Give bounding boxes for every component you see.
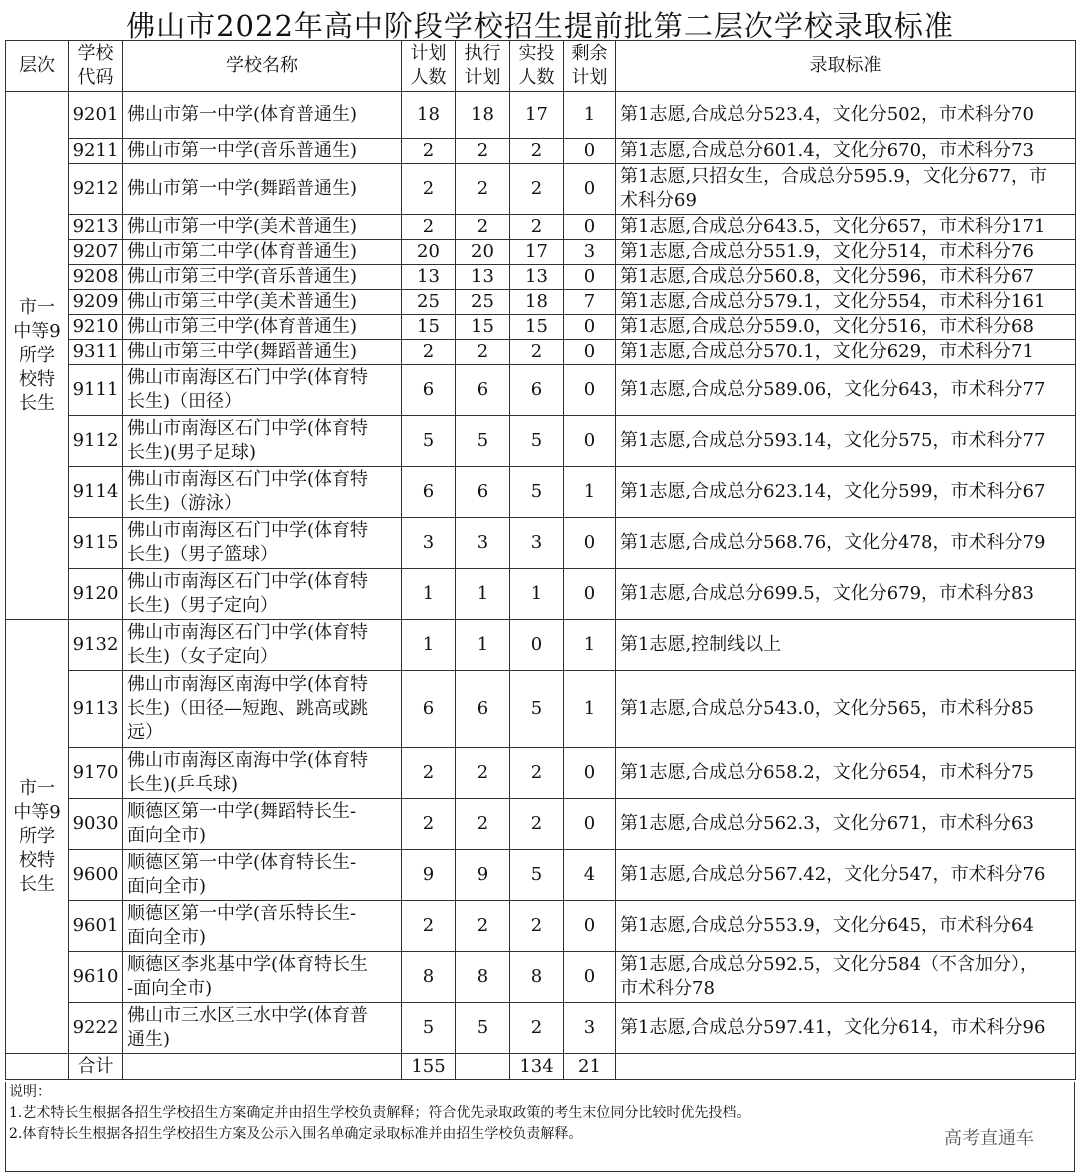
- table-row: [6, 416, 1076, 467]
- actual-count: 5: [510, 416, 564, 467]
- table-row: [6, 290, 1076, 315]
- plan-count: 6: [402, 365, 456, 416]
- criteria: 第1志愿,合成总分623.14，文化分599，市术科分67: [616, 467, 1076, 518]
- table-row: [6, 164, 1076, 215]
- actual-count: 5: [510, 467, 564, 518]
- actual-count: 8: [510, 952, 564, 1003]
- criteria: 第1志愿,合成总分597.41，文化分614，市术科分96: [616, 1003, 1076, 1054]
- school-name: 佛山市三水区三水中学(体育普 通生): [123, 1003, 402, 1054]
- school-name: 佛山市第三中学(音乐普通生): [123, 265, 402, 290]
- total-plan: 155: [402, 1054, 456, 1080]
- table-row: [6, 265, 1076, 290]
- school-code: 9201: [69, 92, 123, 139]
- remain-count: 0: [564, 315, 616, 340]
- actual-count: 2: [510, 1003, 564, 1054]
- exec-count: 6: [456, 671, 510, 748]
- school-code: 9600: [69, 850, 123, 901]
- school-code: 9222: [69, 1003, 123, 1054]
- table-row: [6, 215, 1076, 240]
- table-row: [6, 850, 1076, 901]
- watermark: 高考直通车: [944, 1128, 1034, 1149]
- plan-count: 2: [402, 748, 456, 799]
- criteria: 第1志愿,合成总分559.0，文化分516，市术科分68: [616, 315, 1076, 340]
- remain-count: 0: [564, 365, 616, 416]
- header-code: 学校 代码: [69, 41, 123, 92]
- exec-count: 2: [456, 139, 510, 164]
- table-row: [6, 92, 1076, 139]
- criteria: 第1志愿,合成总分568.76，文化分478，市术科分79: [616, 518, 1076, 569]
- plan-count: 8: [402, 952, 456, 1003]
- admission-table: [5, 40, 1076, 1080]
- criteria: 第1志愿,合成总分553.9，文化分645，市术科分64: [616, 901, 1076, 952]
- actual-count: 2: [510, 139, 564, 164]
- total-remain: 21: [564, 1054, 616, 1080]
- criteria: 第1志愿,合成总分658.2，文化分654，市术科分75: [616, 748, 1076, 799]
- school-code: 9115: [69, 518, 123, 569]
- notes-section: [5, 1082, 1075, 1172]
- exec-count: 2: [456, 799, 510, 850]
- actual-count: 5: [510, 671, 564, 748]
- level-cell: 市一 中等9 所学 校特 长生: [6, 620, 69, 1054]
- remain-count: 0: [564, 748, 616, 799]
- actual-count: 17: [510, 240, 564, 265]
- header-exec: 执行 计划: [456, 41, 510, 92]
- table-row: [6, 139, 1076, 164]
- school-name: 佛山市第三中学(美术普通生): [123, 290, 402, 315]
- actual-count: 15: [510, 315, 564, 340]
- school-code: 9170: [69, 748, 123, 799]
- school-code: 9208: [69, 265, 123, 290]
- exec-count: 25: [456, 290, 510, 315]
- plan-count: 18: [402, 92, 456, 139]
- total-actual: 134: [510, 1054, 564, 1080]
- exec-count: 5: [456, 416, 510, 467]
- table-row: [6, 901, 1076, 952]
- criteria: 第1志愿,控制线以上: [616, 620, 1076, 671]
- table-row: [6, 365, 1076, 416]
- actual-count: 18: [510, 290, 564, 315]
- remain-count: 0: [564, 139, 616, 164]
- plan-count: 2: [402, 799, 456, 850]
- actual-count: 6: [510, 365, 564, 416]
- school-name: 佛山市第三中学(舞蹈普通生): [123, 340, 402, 365]
- exec-count: 18: [456, 92, 510, 139]
- remain-count: 0: [564, 569, 616, 620]
- remain-count: 7: [564, 290, 616, 315]
- exec-count: 20: [456, 240, 510, 265]
- actual-count: 0: [510, 620, 564, 671]
- school-name: 佛山市南海区石门中学(体育特 长生)(男子足球): [123, 416, 402, 467]
- remain-count: 0: [564, 265, 616, 290]
- plan-count: 6: [402, 467, 456, 518]
- school-code: 9211: [69, 139, 123, 164]
- actual-count: 2: [510, 748, 564, 799]
- table-row: [6, 467, 1076, 518]
- actual-count: 5: [510, 850, 564, 901]
- exec-count: 1: [456, 569, 510, 620]
- header-actual: 实投 人数: [510, 41, 564, 92]
- exec-count: 6: [456, 467, 510, 518]
- criteria: 第1志愿,合成总分699.5，文化分679，市术科分83: [616, 569, 1076, 620]
- exec-count: 8: [456, 952, 510, 1003]
- total-criteria: [616, 1054, 1076, 1080]
- table-row: [6, 240, 1076, 265]
- table-row: [6, 748, 1076, 799]
- criteria: 第1志愿,合成总分570.1，文化分629，市术科分71: [616, 340, 1076, 365]
- exec-count: 2: [456, 215, 510, 240]
- level-cell: 市一 中等9 所学 校特 长生: [6, 92, 69, 620]
- plan-count: 25: [402, 290, 456, 315]
- remain-count: 0: [564, 901, 616, 952]
- school-name: 佛山市第一中学(音乐普通生): [123, 139, 402, 164]
- school-code: 9111: [69, 365, 123, 416]
- plan-count: 2: [402, 139, 456, 164]
- school-code: 9311: [69, 340, 123, 365]
- school-name: 佛山市第一中学(体育普通生): [123, 92, 402, 139]
- actual-count: 2: [510, 340, 564, 365]
- school-code: 9213: [69, 215, 123, 240]
- school-name: 佛山市第一中学(舞蹈普通生): [123, 164, 402, 215]
- remain-count: 3: [564, 1003, 616, 1054]
- total-exec: [456, 1054, 510, 1080]
- remain-count: 0: [564, 215, 616, 240]
- exec-count: 2: [456, 901, 510, 952]
- plan-count: 20: [402, 240, 456, 265]
- school-code: 9030: [69, 799, 123, 850]
- school-name: 佛山市南海区石门中学(体育特 长生)（男子篮球）: [123, 518, 402, 569]
- criteria: 第1志愿,合成总分593.14，文化分575，市术科分77: [616, 416, 1076, 467]
- criteria: 第1志愿,合成总分643.5，文化分657，市术科分171: [616, 215, 1076, 240]
- actual-count: 13: [510, 265, 564, 290]
- table-row: [6, 620, 1076, 671]
- header-criteria: 录取标准: [616, 41, 1076, 92]
- criteria: 第1志愿,合成总分543.0，文化分565，市术科分85: [616, 671, 1076, 748]
- school-name: 佛山市南海区南海中学(体育特 长生)（田径—短跑、跳高或跳 远）: [123, 671, 402, 748]
- exec-count: 2: [456, 164, 510, 215]
- exec-count: 5: [456, 1003, 510, 1054]
- school-code: 9601: [69, 901, 123, 952]
- remain-count: 0: [564, 518, 616, 569]
- exec-count: 13: [456, 265, 510, 290]
- school-code: 9610: [69, 952, 123, 1003]
- school-name: 佛山市第一中学(美术普通生): [123, 215, 402, 240]
- actual-count: 1: [510, 569, 564, 620]
- remain-count: 3: [564, 240, 616, 265]
- school-name: 顺德区第一中学(舞蹈特长生- 面向全市): [123, 799, 402, 850]
- remain-count: 0: [564, 164, 616, 215]
- criteria: 第1志愿,合成总分560.8，文化分596，市术科分67: [616, 265, 1076, 290]
- remain-count: 1: [564, 467, 616, 518]
- table-row: [6, 671, 1076, 748]
- exec-count: 2: [456, 340, 510, 365]
- plan-count: 6: [402, 671, 456, 748]
- plan-count: 3: [402, 518, 456, 569]
- school-name: 佛山市第三中学(体育普通生): [123, 315, 402, 340]
- remain-count: 1: [564, 92, 616, 139]
- exec-count: 3: [456, 518, 510, 569]
- header-remain: 剩余 计划: [564, 41, 616, 92]
- school-name: 佛山市南海区石门中学(体育特 长生)（女子定向）: [123, 620, 402, 671]
- actual-count: 2: [510, 164, 564, 215]
- school-name: 佛山市第二中学(体育普通生): [123, 240, 402, 265]
- header-row: [6, 41, 1076, 92]
- total-name: [123, 1054, 402, 1080]
- school-code: 9209: [69, 290, 123, 315]
- plan-count: 5: [402, 416, 456, 467]
- page-title: 佛山市2022年高中阶段学校招生提前批第二层次学校录取标准: [126, 9, 954, 43]
- criteria: 第1志愿,合成总分601.4，文化分670，市术科分73: [616, 139, 1076, 164]
- remain-count: 1: [564, 671, 616, 748]
- remain-count: 1: [564, 620, 616, 671]
- notes-line-2: 2.体育特长生根据各招生学校招生方案及公示入围名单确定录取标准并由招生学校负责解释。: [9, 1126, 583, 1142]
- criteria: 第1志愿,合成总分523.4，文化分502，市术科分70: [616, 92, 1076, 139]
- school-name: 顺德区李兆基中学(体育特长生 -面向全市): [123, 952, 402, 1003]
- criteria: 第1志愿,合成总分589.06，文化分643，市术科分77: [616, 365, 1076, 416]
- plan-count: 2: [402, 164, 456, 215]
- plan-count: 1: [402, 620, 456, 671]
- header-name: 学校名称: [123, 41, 402, 92]
- plan-count: 9: [402, 850, 456, 901]
- header-level: 层次: [6, 41, 69, 92]
- plan-count: 2: [402, 340, 456, 365]
- criteria: 第1志愿,合成总分562.3，文化分671，市术科分63: [616, 799, 1076, 850]
- school-name: 佛山市南海区石门中学(体育特 长生)（游泳）: [123, 467, 402, 518]
- plan-count: 1: [402, 569, 456, 620]
- school-code: 9210: [69, 315, 123, 340]
- table-row: [6, 340, 1076, 365]
- notes-heading: 说明：: [9, 1084, 51, 1100]
- plan-count: 15: [402, 315, 456, 340]
- exec-count: 9: [456, 850, 510, 901]
- table-row: [6, 799, 1076, 850]
- table-row: [6, 569, 1076, 620]
- school-code: 9114: [69, 467, 123, 518]
- plan-count: 13: [402, 265, 456, 290]
- school-name: 顺德区第一中学(体育特长生- 面向全市): [123, 850, 402, 901]
- notes-line-1: 1.艺术特长生根据各招生学校招生方案确定并由招生学校负责解释；符合优先录取政策的考生末位同分比较时优先投档。: [9, 1105, 751, 1121]
- criteria: 第1志愿,合成总分551.9，文化分514，市术科分76: [616, 240, 1076, 265]
- table-row: [6, 952, 1076, 1003]
- total-level: [6, 1054, 69, 1080]
- remain-count: 0: [564, 799, 616, 850]
- remain-count: 0: [564, 952, 616, 1003]
- school-name: 佛山市南海区石门中学(体育特 长生)（男子定向）: [123, 569, 402, 620]
- school-name: 顺德区第一中学(音乐特长生- 面向全市): [123, 901, 402, 952]
- school-code: 9113: [69, 671, 123, 748]
- exec-count: 15: [456, 315, 510, 340]
- plan-count: 2: [402, 215, 456, 240]
- table-row: [6, 315, 1076, 340]
- school-name: 佛山市南海区南海中学(体育特 长生)(乒乓球): [123, 748, 402, 799]
- school-code: 9132: [69, 620, 123, 671]
- plan-count: 5: [402, 1003, 456, 1054]
- criteria: 第1志愿,合成总分592.5，文化分584（不含加分）， 市术科分78: [616, 952, 1076, 1003]
- exec-count: 2: [456, 748, 510, 799]
- criteria: 第1志愿,只招女生，合成总分595.9，文化分677，市 术科分69: [616, 164, 1076, 215]
- school-name: 佛山市南海区石门中学(体育特 长生)（田径）: [123, 365, 402, 416]
- actual-count: 3: [510, 518, 564, 569]
- school-code: 9120: [69, 569, 123, 620]
- actual-count: 17: [510, 92, 564, 139]
- remain-count: 4: [564, 850, 616, 901]
- table-row: [6, 518, 1076, 569]
- criteria: 第1志愿,合成总分567.42，文化分547，市术科分76: [616, 850, 1076, 901]
- actual-count: 2: [510, 799, 564, 850]
- actual-count: 2: [510, 215, 564, 240]
- remain-count: 0: [564, 416, 616, 467]
- table-row: [6, 1003, 1076, 1054]
- school-code: 9112: [69, 416, 123, 467]
- school-code: 9212: [69, 164, 123, 215]
- criteria: 第1志愿,合成总分579.1，文化分554，市术科分161: [616, 290, 1076, 315]
- total-label: 合计: [69, 1054, 123, 1080]
- header-plan: 计划 人数: [402, 41, 456, 92]
- total-row: [6, 1054, 1076, 1080]
- exec-count: 6: [456, 365, 510, 416]
- school-code: 9207: [69, 240, 123, 265]
- actual-count: 2: [510, 901, 564, 952]
- remain-count: 0: [564, 340, 616, 365]
- exec-count: 1: [456, 620, 510, 671]
- plan-count: 2: [402, 901, 456, 952]
